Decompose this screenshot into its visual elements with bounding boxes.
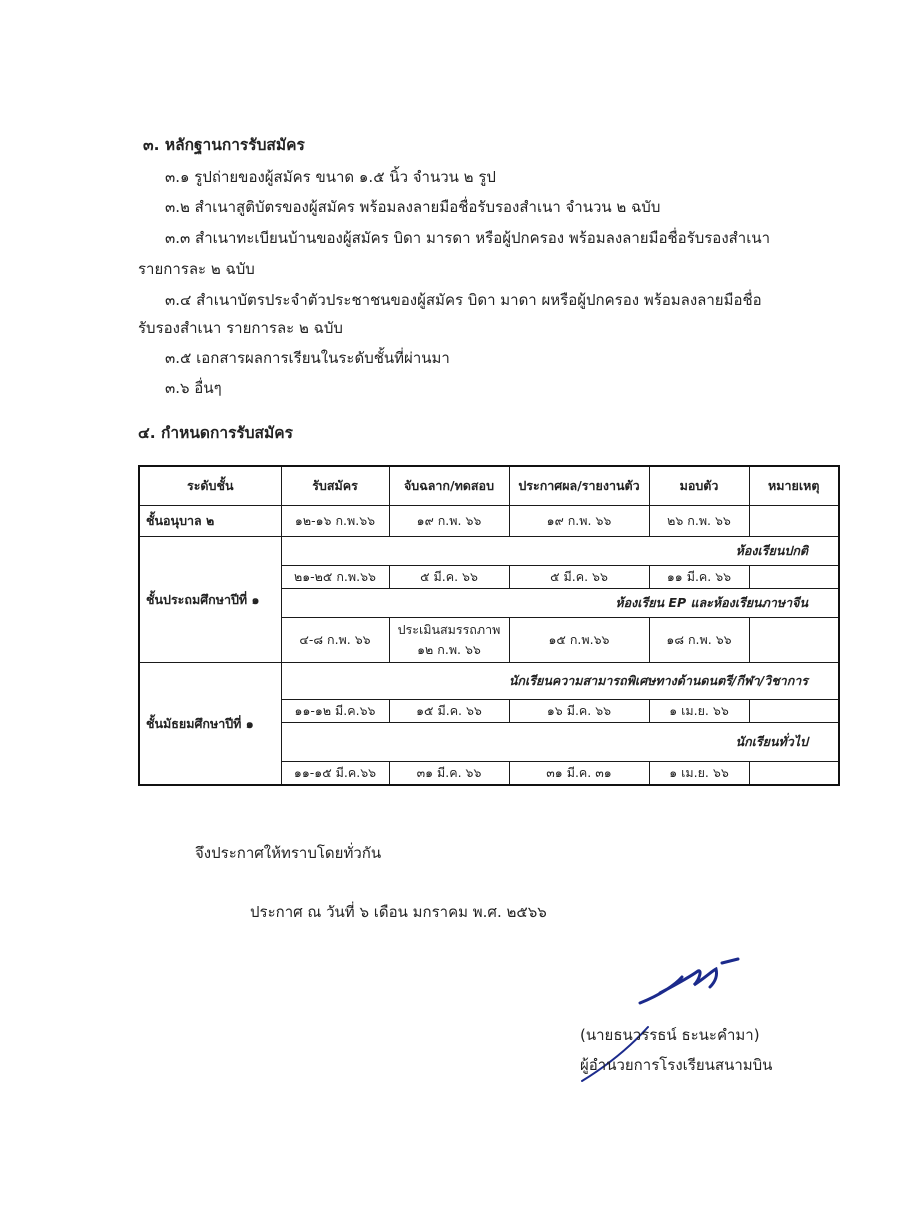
closing-line: จึงประกาศให้ทราบโดยทั่วกัน — [195, 844, 382, 862]
table-cell: ๑๖ มี.ค. ๖๖ — [509, 700, 649, 723]
table-header-row — [139, 466, 839, 506]
table-cell: ๕ มี.ค. ๖๖ — [389, 566, 509, 589]
subheading-ep-chinese-class: ห้องเรียน EP และห้องเรียนภาษาจีน — [281, 589, 839, 618]
section3-item-4-cont: รับรองสำเนา รายการละ ๒ ฉบับ — [138, 319, 343, 337]
announcement-date: ประกาศ ณ วันที่ ๖ เดือน มกราคม พ.ศ. ๒๕๖๖ — [250, 903, 547, 921]
header-note: หมายเหตุ — [749, 466, 839, 506]
table-cell: ๑ เม.ย. ๖๖ — [649, 762, 749, 786]
table-cell: ๔-๘ ก.พ. ๖๖ — [281, 618, 389, 663]
table-cell: ๑๕ มี.ค. ๖๖ — [389, 700, 509, 723]
section3-item-3: ๓.๓ สำเนาทะเบียนบ้านของผู้สมัคร บิดา มารดา หรือผู้ปกครอง พร้อมลงลายมือชื่อรับรองสำเนา — [165, 229, 771, 247]
table-cell — [389, 618, 509, 663]
section3-item-3-cont: รายการละ ๒ ฉบับ — [138, 260, 255, 278]
table-cell — [749, 762, 839, 786]
table-row — [139, 537, 839, 566]
header-lottery: จับฉลาก/ทดสอบ — [389, 466, 509, 506]
level-primary: ชั้นประถมศึกษาปีที่ ๑ — [139, 537, 281, 663]
section3-heading: ๓. หลักฐานการรับสมัคร — [143, 136, 305, 154]
section3-item-4: ๓.๔ สำเนาบัตรประจำตัวประชาชนของผู้สมัคร บิดา มาดา ผหรือผู้ปกครอง พร้อมลงลายมือชื่อ — [165, 291, 762, 309]
header-level: ระดับชั้น — [139, 466, 281, 506]
subheading-regular-class: ห้องเรียนปกติ — [281, 537, 839, 566]
table-cell: ๓๑ มี.ค. ๓๑ — [509, 762, 649, 786]
header-apply: รับสมัคร — [281, 466, 389, 506]
assessment-date: ๑๒ ก.พ. ๖๖ — [417, 642, 481, 657]
table-row — [139, 663, 839, 700]
table-cell — [749, 566, 839, 589]
table-cell — [749, 506, 839, 537]
table-cell — [749, 618, 839, 663]
level-secondary: ชั้นมัธยมศึกษาปีที่ ๑ — [139, 663, 281, 786]
subheading-general-students: นักเรียนทั่วไป — [281, 723, 839, 762]
table-cell: ๑ เม.ย. ๖๖ — [649, 700, 749, 723]
section3-item-5: ๓.๕ เอกสารผลการเรียนในระดับชั้นที่ผ่านมา — [165, 349, 450, 367]
assessment-label: ประเมินสมรรถภาพ — [397, 622, 501, 637]
table-cell: ๑๑-๑๒ มี.ค.๖๖ — [281, 700, 389, 723]
subheading-special-talent: นักเรียนความสามารถพิเศษทางด้านดนตรี/กีฬา/วิชาการ — [281, 663, 839, 700]
table-cell: ๒๑-๒๕ ก.พ.๖๖ — [281, 566, 389, 589]
table-cell: ๑๘ ก.พ. ๖๖ — [649, 618, 749, 663]
section3-item-2: ๓.๒ สำเนาสูติบัตรของผู้สมัคร พร้อมลงลายมือชื่อรับรองสำเนา จำนวน ๒ ฉบับ — [165, 198, 661, 216]
section4-heading: ๔. กำหนดการรับสมัคร — [138, 424, 293, 442]
table-cell: ๑๕ ก.พ.๖๖ — [509, 618, 649, 663]
table-cell: ๒๖ ก.พ. ๖๖ — [649, 506, 749, 537]
section3-item-6: ๓.๖ อื่นๆ — [165, 379, 222, 397]
signatory-name: (นายธนวรรธน์ ธะนะคำมา) — [580, 1026, 760, 1044]
signatory-title: ผู้อำนวยการโรงเรียนสนามบิน — [580, 1056, 773, 1074]
table-cell: ๑๑-๑๕ มี.ค.๖๖ — [281, 762, 389, 786]
header-announce: ประกาศผล/รายงานตัว — [509, 466, 649, 506]
table-cell: ๓๑ มี.ค. ๖๖ — [389, 762, 509, 786]
signature-scribble — [620, 955, 760, 1015]
table-row — [139, 506, 839, 537]
table-cell: ๑๒-๑๖ ก.พ.๖๖ — [281, 506, 389, 537]
level-kindergarten: ชั้นอนุบาล ๒ — [139, 506, 281, 537]
table-cell: ๕ มี.ค. ๖๖ — [509, 566, 649, 589]
header-enroll: มอบตัว — [649, 466, 749, 506]
schedule-table — [138, 465, 840, 786]
table-cell: ๑๙ ก.พ. ๖๖ — [389, 506, 509, 537]
table-cell — [749, 700, 839, 723]
section3-item-1: ๓.๑ รูปถ่ายของผู้สมัคร ขนาด ๑.๕ นิ้ว จำนวน ๒ รูป — [165, 168, 496, 186]
table-cell: ๑๑ มี.ค. ๖๖ — [649, 566, 749, 589]
table-cell: ๑๙ ก.พ. ๖๖ — [509, 506, 649, 537]
